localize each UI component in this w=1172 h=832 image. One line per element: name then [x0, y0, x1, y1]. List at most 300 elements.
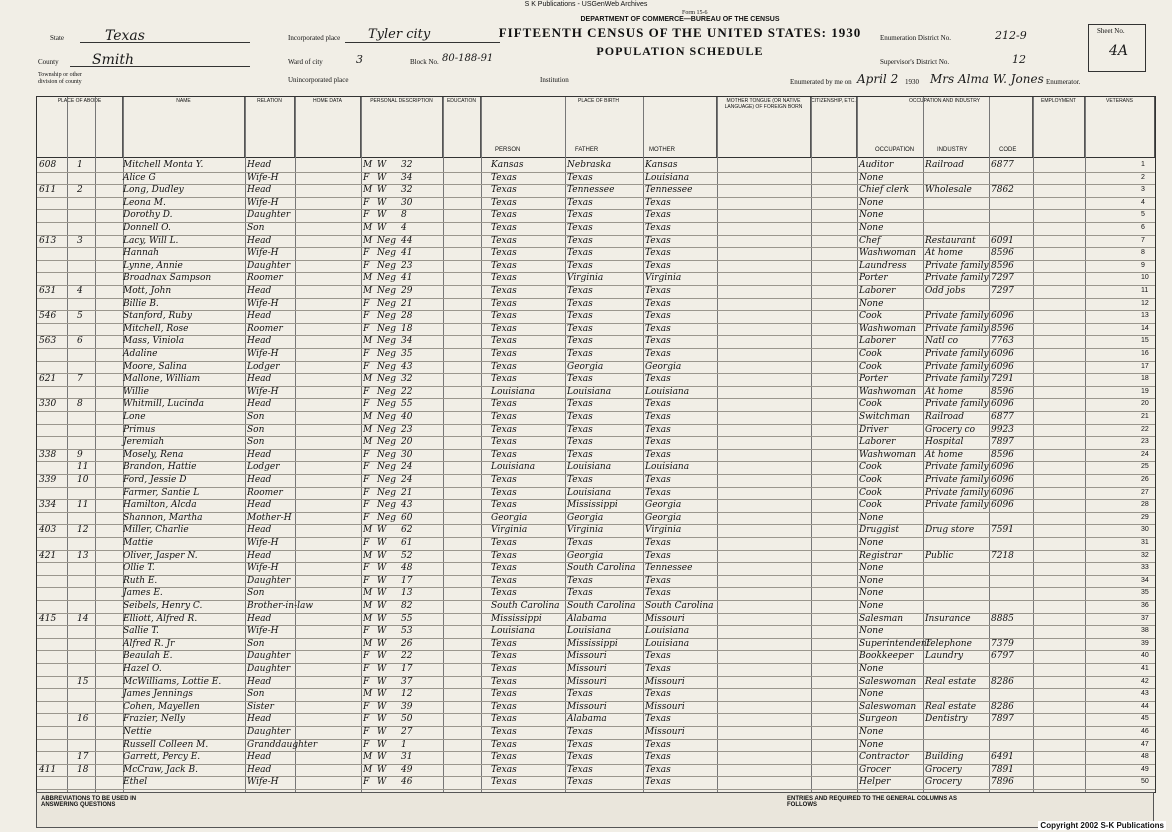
cell-fam: 2 [77, 185, 83, 196]
cell-mother: South Carolina [645, 601, 714, 611]
cell-mother: Texas [645, 588, 671, 599]
cell-ind: Odd jobs [925, 286, 966, 296]
cell-father: Missouri [567, 651, 607, 662]
cell-rel: Roomer [247, 273, 283, 284]
cell-father: Texas [567, 412, 593, 422]
cell-mother: Texas [645, 487, 671, 498]
cell-father: Texas [567, 764, 593, 775]
cell-rel: Son [247, 437, 265, 448]
cell-place: Texas [491, 172, 517, 183]
cell-rel: Wife-H [247, 349, 279, 359]
cell-race: Neg [377, 336, 396, 347]
cell-race: Neg [377, 500, 396, 511]
cell-rel: Wife-H [247, 538, 279, 548]
cell-name: Brandon, Hattie [123, 462, 197, 473]
cell-father: Texas [567, 235, 593, 246]
cell-father: Nebraska [567, 160, 612, 170]
cell-father: Texas [567, 399, 593, 410]
cell-rel: Wife-H [247, 197, 279, 208]
cell-age: 41 [401, 248, 413, 259]
cell-rel: Head [247, 235, 272, 246]
cell-code: 7891 [991, 764, 1014, 775]
cell-age: 55 [401, 399, 413, 410]
cell-code: 6797 [991, 651, 1014, 662]
row-number: 18 [1141, 375, 1149, 383]
cell-house: 563 [39, 336, 57, 347]
cell-age: 26 [401, 638, 413, 649]
cell-place: Texas [491, 374, 517, 385]
cell-rel: Head [247, 525, 272, 536]
cell-name: Lacy, Will L. [123, 235, 179, 246]
cell-code: 7291 [991, 374, 1014, 385]
cell-code: 8596 [991, 386, 1014, 397]
cell-rel: Daughter [247, 575, 291, 586]
enumerator-suffix: Enumerator. [1046, 78, 1081, 86]
cell-sex: M [363, 638, 373, 649]
county-rule [70, 66, 250, 67]
row-number: 23 [1141, 438, 1149, 446]
cell-name: James E. [123, 588, 163, 599]
cell-place: Texas [491, 638, 517, 649]
incorporated-value: Tyler city [368, 27, 431, 42]
cell-race: Neg [377, 487, 396, 498]
section-header: OCCUPATION AND INDUSTRY [857, 97, 1033, 157]
cell-occ: None [859, 210, 884, 221]
cell-age: 28 [401, 311, 413, 322]
cell-rel: Roomer [247, 323, 283, 334]
cell-mother: Texas [645, 223, 671, 233]
cell-code: 6096 [991, 311, 1014, 322]
cell-place: Texas [491, 588, 517, 599]
cell-mother: Texas [645, 475, 671, 485]
cell-name: Ruth E. [123, 575, 158, 586]
cell-fam: 3 [77, 235, 83, 246]
row-number: 42 [1141, 677, 1149, 685]
cell-sex: M [363, 160, 373, 170]
cell-sex: M [363, 550, 373, 561]
cell-mother: Texas [645, 349, 671, 359]
cell-house: 330 [39, 399, 57, 410]
cell-name: McWilliams, Lottie E. [123, 676, 222, 687]
cell-place: Texas [491, 248, 517, 259]
cell-father: Virginia [567, 525, 604, 536]
cell-name: Cohen, Mayellen [123, 701, 200, 712]
cell-age: 61 [401, 538, 413, 548]
cell-place: Texas [491, 449, 517, 460]
cell-sex: F [363, 487, 370, 498]
cell-race: W [377, 764, 387, 775]
cell-fam: 11 [77, 500, 89, 511]
row-rule [37, 789, 1155, 790]
cell-age: 31 [401, 752, 413, 763]
cell-place: Texas [491, 563, 517, 574]
cell-house: 339 [39, 475, 57, 485]
cell-name: Sallie T. [123, 626, 159, 637]
cell-age: 34 [401, 172, 413, 183]
cell-age: 50 [401, 714, 413, 725]
row-number: 30 [1141, 526, 1149, 534]
census-title: FIFTEENTH CENSUS OF THE UNITED STATES: 1930 [498, 25, 862, 40]
cell-name: Ollie T. [123, 563, 155, 574]
cell-sex: M [363, 185, 373, 196]
cell-rel: Sister [247, 701, 274, 712]
cell-mother: Texas [645, 399, 671, 410]
cell-fam: 14 [77, 613, 89, 624]
row-number: 41 [1141, 665, 1149, 672]
cell-name: McCraw, Jack B. [123, 764, 198, 775]
incorporated-rule [345, 42, 500, 43]
cell-mother: Louisiana [645, 462, 690, 473]
row-number: 8 [1141, 249, 1145, 257]
row-number: 35 [1141, 589, 1149, 597]
section-header: MOTHER TONGUE (OR NATIVE LANGUAGE) OF FOREIGN BORN [717, 97, 811, 157]
enumeration-label: Enumeration District No. [880, 34, 951, 42]
cell-ind: Private family [925, 374, 989, 385]
cell-sex: M [363, 424, 373, 435]
cell-race: W [377, 752, 387, 763]
cell-age: 29 [401, 286, 413, 296]
cell-name: Mitchell, Rose [123, 323, 189, 334]
row-number: 47 [1141, 740, 1149, 748]
cell-age: 22 [401, 386, 413, 397]
row-number: 19 [1141, 387, 1149, 395]
cell-race: W [377, 197, 387, 208]
cell-mother: Texas [645, 197, 671, 208]
row-number: 12 [1141, 299, 1149, 307]
cell-mother: Louisiana [645, 626, 690, 637]
cell-mother: Texas [645, 260, 671, 271]
cell-occ: None [859, 298, 884, 309]
cell-mother: Texas [645, 538, 671, 548]
sub-header: MOTHER [649, 147, 675, 153]
cell-race: Neg [377, 248, 396, 259]
cell-mother: Texas [645, 323, 671, 334]
institution-label: Institution [540, 76, 569, 84]
cell-name: Primus [123, 424, 156, 435]
cell-code: 7896 [991, 777, 1014, 788]
cell-occ: Helper [859, 777, 891, 788]
cell-name: Hannah [123, 248, 159, 259]
cell-age: 27 [401, 727, 413, 737]
cell-name: Ethel [123, 777, 148, 788]
cell-father: Texas [567, 286, 593, 296]
cell-occ: Cook [859, 399, 883, 410]
cell-fam: 12 [77, 525, 89, 536]
cell-mother: Texas [645, 336, 671, 347]
cell-name: Mattie [123, 538, 154, 548]
cell-name: Lone [123, 412, 146, 422]
cell-mother: Texas [645, 777, 671, 788]
cell-place: Georgia [491, 512, 528, 523]
cell-occ: Registrar [859, 550, 902, 561]
cell-occ: Cook [859, 500, 883, 511]
row-number: 26 [1141, 476, 1149, 483]
cell-age: 1 [401, 739, 407, 750]
cell-mother: Texas [645, 235, 671, 246]
sub-header: PERSON [495, 147, 521, 153]
cell-house: 334 [39, 500, 57, 511]
cell-occ: Washwoman [859, 449, 917, 460]
cell-mother: Texas [645, 449, 671, 460]
cell-race: Neg [377, 361, 396, 372]
cell-father: Texas [567, 223, 593, 233]
cell-mother: Texas [645, 689, 671, 700]
row-number: 34 [1141, 576, 1149, 584]
cell-name: Whitmill, Lucinda [123, 399, 205, 410]
cell-place: Texas [491, 260, 517, 271]
cell-rel: Wife-H [247, 172, 279, 183]
section-header: RELATION [245, 97, 295, 157]
cell-ind: Real estate [925, 701, 977, 712]
cell-ind: Natl co [925, 336, 959, 347]
cell-father: Louisiana [567, 386, 612, 397]
cell-code: 6096 [991, 500, 1014, 511]
cell-fam: 17 [77, 752, 89, 763]
cell-occ: Switchman [859, 412, 910, 422]
cell-age: 46 [401, 777, 413, 788]
sheet-value: 4A [1109, 43, 1129, 59]
cell-occ: Laborer [859, 286, 896, 296]
cell-father: Texas [567, 424, 593, 435]
cell-code: 7763 [991, 336, 1014, 347]
cell-occ: Salesman [859, 613, 904, 624]
cell-ind: Drug store [925, 525, 975, 536]
cell-mother: Tennessee [645, 563, 693, 574]
cell-fam: 18 [77, 764, 89, 775]
cell-age: 53 [401, 626, 413, 637]
cell-rel: Head [247, 449, 272, 460]
cell-fam: 9 [77, 449, 83, 460]
cell-race: Neg [377, 386, 396, 397]
cell-occ: Saleswoman [859, 701, 917, 712]
section-header: PLACE OF ABODE [37, 97, 123, 157]
cell-mother: Texas [645, 764, 671, 775]
enumeration-value: 212-9 [995, 29, 1027, 42]
cell-occ: Porter [859, 273, 888, 284]
cell-name: Miller, Charlie [123, 525, 189, 536]
cell-father: Texas [567, 449, 593, 460]
cell-mother: Texas [645, 739, 671, 750]
cell-race: Neg [377, 286, 396, 296]
row-number: 38 [1141, 627, 1149, 635]
cell-code: 6491 [991, 752, 1014, 763]
cell-place: Texas [491, 701, 517, 712]
cell-age: 17 [401, 575, 413, 586]
cell-age: 52 [401, 550, 413, 561]
cell-ind: Grocery [925, 777, 962, 788]
cell-father: Texas [567, 575, 593, 586]
cell-rel: Daughter [247, 651, 291, 662]
cell-house: 546 [39, 311, 57, 322]
cell-age: 62 [401, 525, 413, 536]
cell-occ: Superintendent [859, 638, 931, 649]
cell-name: Billie B. [123, 298, 159, 309]
cell-ind: Hospital [925, 437, 964, 448]
cell-name: Oliver, Jasper N. [123, 550, 198, 561]
cell-name: Shannon, Martha [123, 512, 203, 523]
cell-sex: F [363, 739, 370, 750]
cell-race: Neg [377, 374, 396, 385]
cell-occ: Cook [859, 462, 883, 473]
state-rule [80, 42, 250, 43]
cell-rel: Roomer [247, 487, 283, 498]
cell-place: Louisiana [491, 626, 536, 637]
supervisor-value: 12 [1012, 53, 1026, 66]
cell-father: Texas [567, 172, 593, 183]
cell-race: W [377, 664, 387, 674]
row-number: 49 [1141, 765, 1149, 773]
cell-sex: M [363, 613, 373, 624]
cell-rel: Head [247, 500, 272, 511]
cell-name: Moore, Salina [123, 361, 187, 372]
cell-code: 8596 [991, 323, 1014, 334]
cell-ind: Private family [925, 323, 989, 334]
cell-place: Texas [491, 752, 517, 763]
cell-ind: Dentistry [925, 714, 968, 725]
cell-sex: F [363, 349, 370, 359]
cell-occ: None [859, 575, 884, 586]
supervisor-label: Supervisor's District No. [880, 58, 950, 66]
row-number: 36 [1141, 602, 1149, 609]
cell-place: Texas [491, 437, 517, 448]
section-header: NAME [123, 97, 245, 157]
cell-code: 7591 [991, 525, 1014, 536]
cell-father: Texas [567, 752, 593, 763]
form-number: Form 15-6 [682, 10, 708, 16]
cell-race: W [377, 172, 387, 183]
cell-name: Mitchell Monta Y. [123, 160, 204, 170]
cell-rel: Lodger [247, 462, 280, 473]
cell-code: 6877 [991, 160, 1014, 170]
enumerated-date: April 2 [857, 72, 899, 86]
cell-race: W [377, 739, 387, 750]
row-number: 27 [1141, 488, 1149, 496]
cell-mother: Texas [645, 424, 671, 435]
cell-place: Texas [491, 487, 517, 498]
cell-father: Georgia [567, 361, 604, 372]
cell-name: Stanford, Ruby [123, 311, 192, 322]
cell-name: Broadnax Sampson [123, 273, 212, 284]
cell-father: Texas [567, 248, 593, 259]
sub-header: FATHER [575, 147, 599, 153]
cell-code: 6096 [991, 361, 1014, 372]
cell-father: Mississippi [567, 638, 618, 649]
cell-mother: Texas [645, 374, 671, 385]
cell-father: Texas [567, 311, 593, 322]
row-number: 24 [1141, 450, 1149, 458]
cell-place: Texas [491, 273, 517, 284]
cell-place: Louisiana [491, 462, 536, 473]
cell-code: 7379 [991, 638, 1014, 649]
cell-father: Louisiana [567, 462, 612, 473]
cell-age: 32 [401, 185, 413, 196]
cell-occ: Druggist [859, 525, 899, 536]
cell-mother: Virginia [645, 525, 682, 536]
cell-age: 43 [401, 361, 413, 372]
cell-sex: M [363, 764, 373, 775]
cell-ind: Private family [925, 311, 989, 322]
cell-rel: Head [247, 550, 272, 561]
cell-age: 60 [401, 512, 413, 523]
cell-place: Texas [491, 500, 517, 511]
cell-fam: 4 [77, 286, 83, 296]
footer-abbreviations: ABBREVIATIONS TO BE USED IN ANSWERING QUESTIONS [41, 796, 137, 808]
cell-age: 37 [401, 676, 413, 687]
cell-rel: Wife-H [247, 298, 279, 309]
section-header: VETERANS [1085, 97, 1155, 157]
cell-ind: At home [925, 449, 963, 460]
cell-house: 411 [39, 764, 57, 775]
sheet-label: Sheet No. [1097, 27, 1125, 35]
cell-house: 611 [39, 185, 57, 196]
row-number: 16 [1141, 350, 1149, 357]
cell-place: Texas [491, 286, 517, 296]
cell-race: Neg [377, 512, 396, 523]
cell-race: W [377, 185, 387, 196]
cell-father: Alabama [567, 613, 607, 624]
cell-occ: Cook [859, 475, 883, 485]
enumerated-year: 1930 [905, 78, 919, 86]
incorporated-label: Incorporated place [288, 34, 341, 42]
cell-age: 35 [401, 349, 413, 359]
cell-occ: None [859, 601, 884, 611]
cell-father: Texas [567, 349, 593, 359]
cell-occ: None [859, 689, 884, 700]
cell-mother: Texas [645, 286, 671, 296]
cell-rel: Head [247, 160, 272, 170]
ward-value: 3 [356, 53, 363, 66]
cell-race: W [377, 701, 387, 712]
cell-race: Neg [377, 449, 396, 460]
cell-name: Russell Colleen M. [123, 739, 209, 750]
cell-age: 8 [401, 210, 407, 221]
county-value: Smith [92, 52, 134, 68]
cell-occ: Washwoman [859, 248, 917, 259]
row-number: 10 [1141, 274, 1149, 282]
cell-code: 8286 [991, 676, 1014, 687]
cell-ind: Grocery [925, 764, 962, 775]
row-number: 46 [1141, 728, 1149, 735]
cell-place: Virginia [491, 525, 528, 536]
cell-sex: M [363, 588, 373, 599]
cell-age: 34 [401, 336, 413, 347]
cell-place: Texas [491, 412, 517, 422]
cell-name: Ford, Jessie D [123, 475, 187, 485]
cell-father: Texas [567, 336, 593, 347]
department-line: DEPARTMENT OF COMMERCE—BUREAU OF THE CENSUS [580, 16, 780, 23]
row-number: 3 [1141, 186, 1145, 194]
cell-name: Nettie [123, 727, 152, 737]
cell-age: 13 [401, 588, 413, 599]
cell-race: W [377, 626, 387, 637]
cell-fam: 11 [77, 462, 89, 473]
cell-code: 6096 [991, 349, 1014, 359]
cell-mother: Missouri [645, 613, 685, 624]
cell-place: Texas [491, 223, 517, 233]
cell-age: 22 [401, 651, 413, 662]
schedule-subtitle: POPULATION SCHEDULE [596, 44, 764, 58]
cell-sex: F [363, 475, 370, 485]
cell-place: Texas [491, 361, 517, 372]
section-header: PERSONAL DESCRIPTION [361, 97, 443, 157]
cell-code: 8596 [991, 449, 1014, 460]
cell-race: W [377, 223, 387, 233]
cell-ind: Wholesale [925, 185, 972, 196]
cell-rel: Lodger [247, 361, 280, 372]
cell-name: Adaline [123, 349, 158, 359]
cell-father: Texas [567, 298, 593, 309]
row-number: 22 [1141, 425, 1149, 433]
